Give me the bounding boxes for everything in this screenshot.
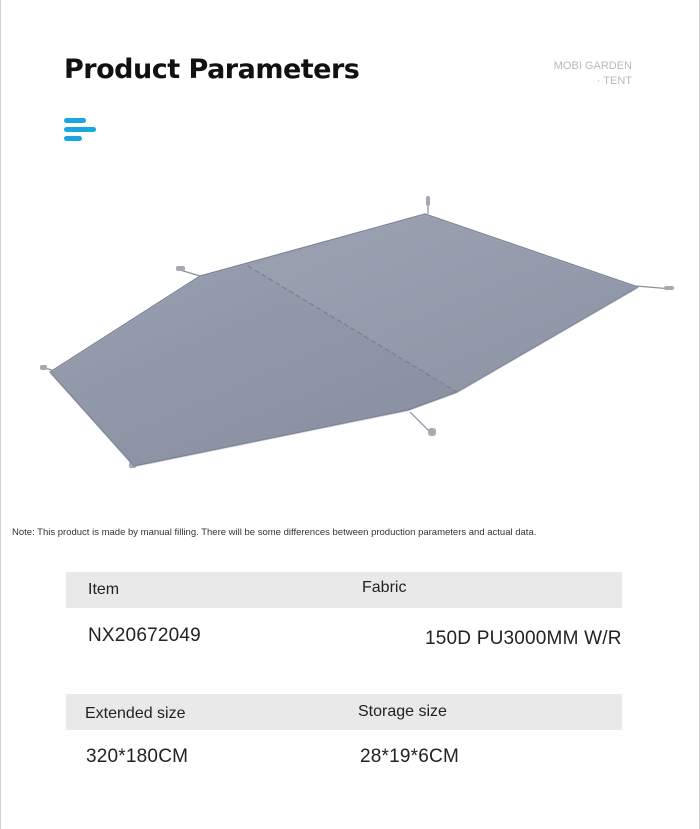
- brand-line-2: · TENT: [596, 75, 632, 87]
- item-value: NX20672049: [88, 625, 201, 646]
- page-title: Product Parameters: [64, 54, 360, 85]
- fabric-label: Fabric: [362, 579, 407, 596]
- extended-size-value: 320*180CM: [86, 746, 189, 767]
- extended-size-label: Extended size: [85, 705, 186, 722]
- product-photo: [0, 180, 700, 480]
- item-label: Item: [88, 581, 120, 598]
- brand-label: [554, 59, 632, 89]
- storage-size-label: Storage size: [358, 703, 447, 720]
- storage-size-value: 28*19*6CM: [360, 746, 459, 767]
- fabric-value: 150D PU3000MM W/R: [425, 628, 622, 649]
- production-note: Note: This product is made by manual filling. There will be some differences between production parameters and actual data.: [12, 527, 537, 538]
- menu-lines-icon: [64, 116, 98, 144]
- brand-line-1: MOBI GARDEN: [553, 60, 632, 72]
- spec-header-row: [66, 572, 622, 608]
